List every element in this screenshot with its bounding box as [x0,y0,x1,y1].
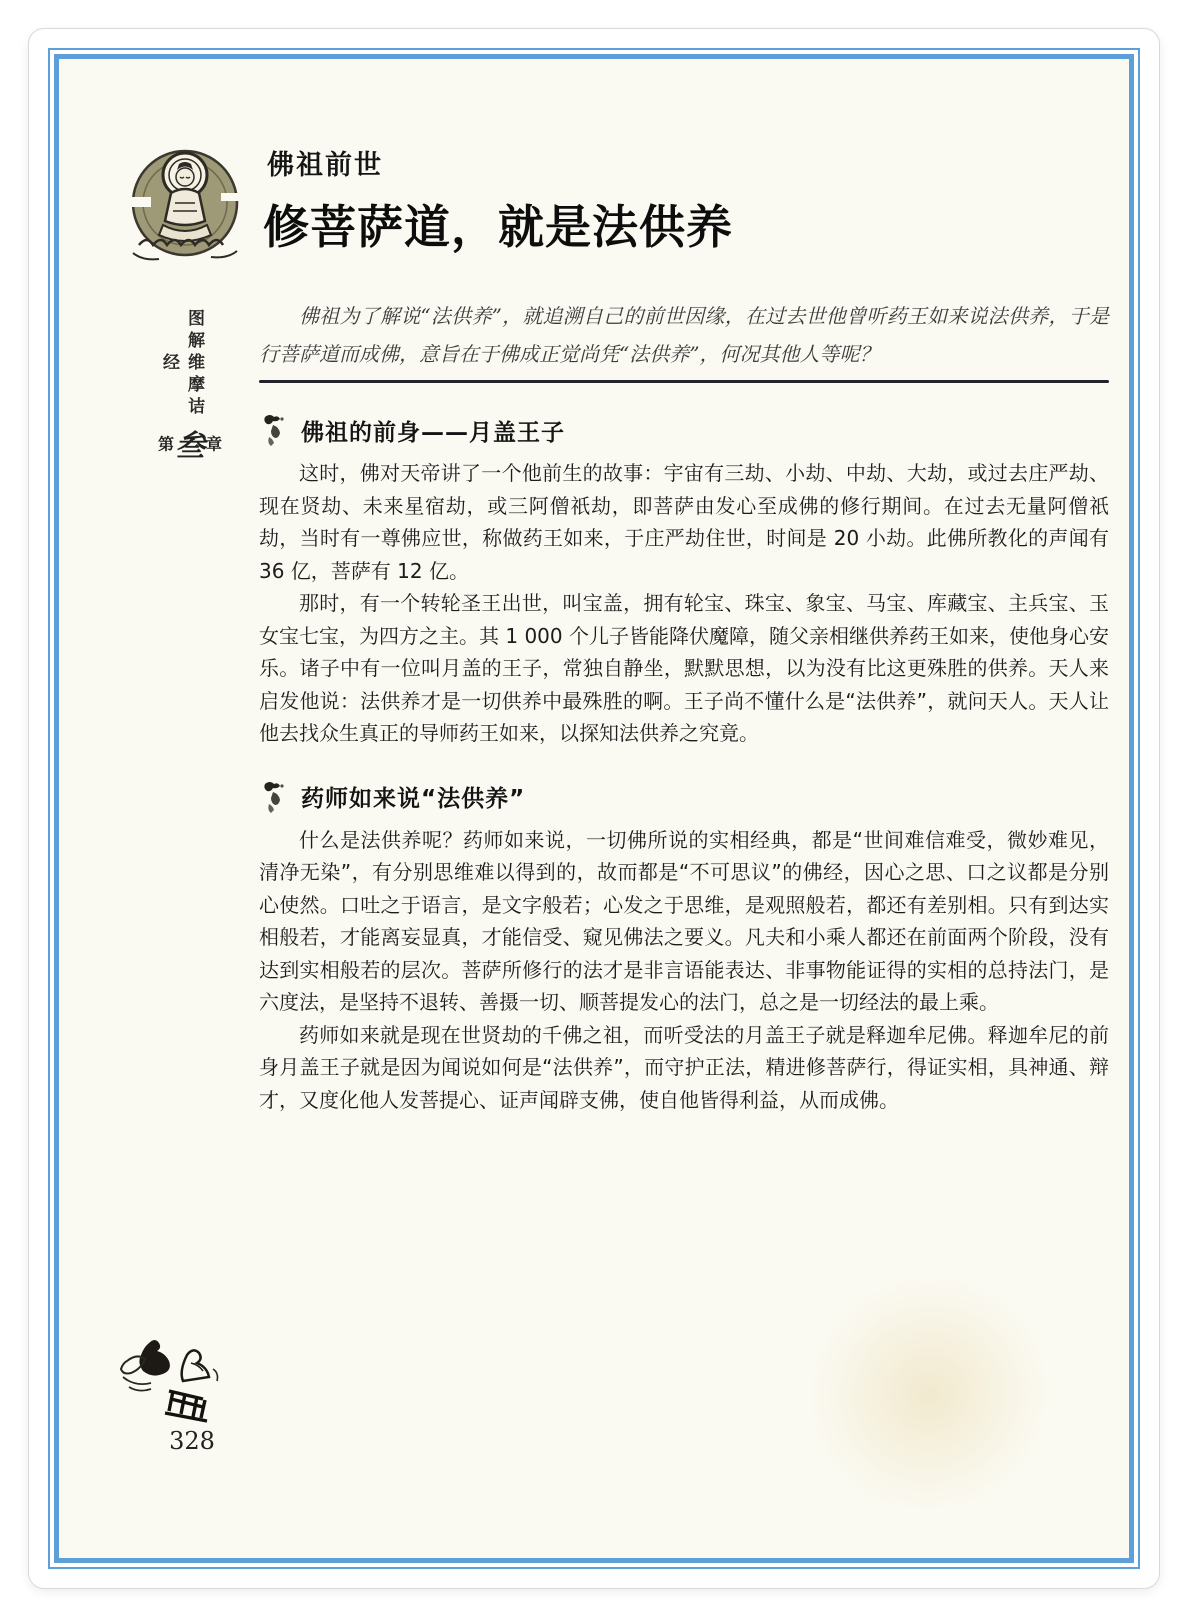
seated-figures-icon [113,1321,243,1426]
section-heading-1 [259,413,1109,447]
footer-ink-sketch-illustration [113,1321,243,1426]
section-kicker: 佛祖前世 [267,150,383,181]
section-heading-2 [259,780,1109,814]
buddha-icon [119,141,251,279]
chapter-prefix: 第 [157,434,174,454]
body-paragraph: 什么是法供养呢？药师如来说，一切佛所说的实相经典，都是“世间难信难受，微妙难见，清净无染”，有分别思维难以得到的，故而都是“不可思议”的佛经，因心之思、口之议都是分别心使然。口吐之于语言，是文字般若；心发之于思维，是观照般若，都还有差别相。只有到达实相般若，才能离妄显真，才能信受、窥见佛法之要义。凡夫和小乘人都还在前面两个阶段，没有达到实相般若的层次。菩萨所修行的法才是非言语能表达、非事物能证得的实相的总持法门，是六度法，是坚持不退转、善摄一切、顺菩提发心的法门，总之是一切经法的最上乘。 [259,827,1109,1014]
paper-watermark [701,1169,1156,1620]
main-text-column [259,297,1109,1116]
intro-divider-rule [259,380,1109,383]
body-paragraph: 药师如来就是现在世贤劫的千佛之祖，而听受法的月盖王子就是释迦牟尼佛。释迦牟尼的前身月盖王子就是因为闻说如何是“法供养”，而守护正法，精进修菩萨行，得证实相，具神通、辩才，又度化他人发菩提心、证声闻辟支佛，使自他皆得利益，从而成佛。 [259,1022,1109,1112]
section-heading-text: 佛祖的前身——月盖王子 [301,419,565,446]
body-paragraph: 这时，佛对天帝讲了一个他前生的故事：宇宙有三劫、小劫、中劫、大劫，或过去庄严劫、现在贤劫、未来星宿劫，或三阿僧祇劫，即菩萨由发心至成佛的修行期间。在过去无量阿僧祇劫，当时有一尊佛应世，称做药王如来，于庄严劫住世，时间是 20 小劫。此佛所教化的声闻有 36 亿，菩萨有 12 亿。 [259,461,1109,583]
chapter-number: 叁 [175,429,205,464]
ink-splash-icon [259,413,289,447]
page-title: 修菩萨道，就是法供养 [263,200,733,254]
intro-paragraph: 佛祖为了解说“法供养”，就追溯自己的前世因缘，在过去世他曾听药王如来说法供养，于是行菩萨道而成佛，意旨在于佛成正觉尚凭“法供养”，何况其他人等呢？ [259,304,1109,366]
page-card [28,28,1160,1589]
book-title-vertical: 图解维摩诘经 [159,309,204,419]
ink-splash-icon [259,780,289,814]
section-heading-text: 药师如来说“法供养” [301,786,526,812]
chapter-suffix: 章 [206,434,223,454]
buddha-emblem-illustration [119,141,251,279]
page-number: 328 [169,1427,215,1455]
chapter-marker [147,421,233,465]
body-paragraph: 那时，有一个转轮圣王出世，叫宝盖，拥有轮宝、珠宝、象宝、马宝、库藏宝、主兵宝、玉女宝七宝，为四方之主。其 1 000 个儿子皆能降伏魔障，随父亲相继供养药王如来，使他身心安乐。诸子中有一位叫月盖的王子，常独自静坐，默默思想，以为没有比这更殊胜的供养。天人来启发他说：法供养才是一切供养中最殊胜的啊。王子尚不懂什么是“法供养”，就问天人。天人让他去找众生真正的导师药王如来，以探知法供养之究竟。 [259,591,1109,745]
